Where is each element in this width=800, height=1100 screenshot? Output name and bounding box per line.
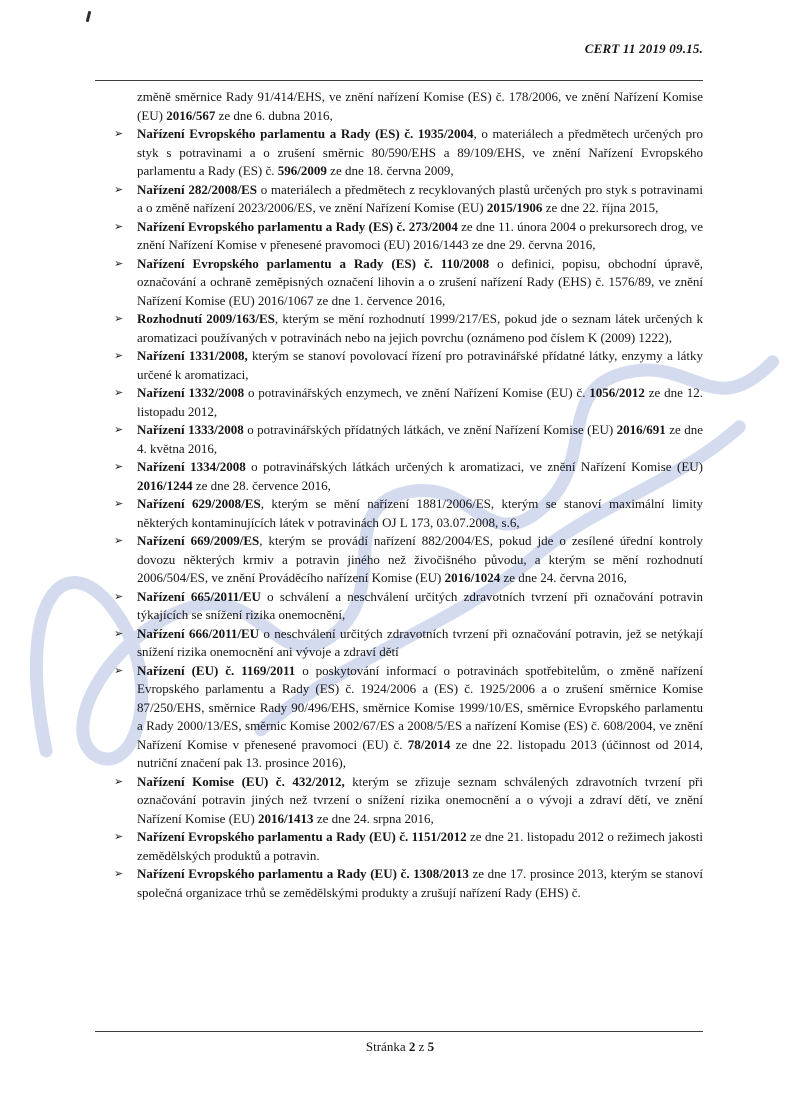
list-item-text: Nařízení 1331/2008, kterým se stanoví povolovací řízení pro potravinářské přídatné látky, enzymy a látky určené k aromatizaci, bbox=[137, 348, 703, 382]
list-item bbox=[95, 125, 703, 181]
bullet-arrow-icon: ➢ bbox=[114, 350, 124, 362]
list-item bbox=[95, 181, 703, 218]
list-item bbox=[95, 218, 703, 255]
scan-artifact bbox=[86, 11, 92, 22]
list-item bbox=[95, 532, 703, 588]
list-item bbox=[95, 310, 703, 347]
list-item bbox=[95, 865, 703, 902]
footer-divider bbox=[95, 1031, 703, 1032]
list-item bbox=[95, 828, 703, 865]
list-item-text: Nařízení 282/2008/ES o materiálech a předmětech z recyklovaných plastů určených pro styk s potravinami a o změně nařízení 2023/2006/ES, ve znění Nařízení Komise (EU) 2015/1906 ze dne 22. října 2015, bbox=[137, 181, 703, 215]
list-item-text: Nařízení 669/2009/ES, kterým se provádí nařízení 882/2004/ES, pokud jde o zesílené úřední kontroly dovozu některých krmiv a potravin jiného než živočišného původu, a kterým se mění rozhodnutí 2006/504/ES, ve znění Prováděcího nařízení Komise (EU) 2016/1024 ze dne 24. června 2016, bbox=[137, 533, 703, 585]
list-item-text: Nařízení (EU) č. 1169/2011 o poskytování informací o potravinách spotřebitelům, o změně nařízení Evropského parlamentu a Rady (ES) č. 1924/2006 a (ES) č. 1925/2006 a o zrušení směrnice Komise 87/250/EHS, směrnice Rady 90/496/EHS, směrnice Komise 1999/10/ES, směrnice Evropského parlamentu a Rady 2000/13/ES, směrnic Komise 2002/67/ES a 2008/5/ES a nařízení Komise (ES) č. 608/2004, ve znění Nařízení Komise v přenesené pravomoci (EU) č. 78/2014 ze dne 22. listopadu 2013 (účinnost od 2014, nutriční značení pak 13. prosince 2016), bbox=[137, 662, 703, 770]
list-item bbox=[95, 384, 703, 421]
page-number: Stránka 2 z 5 bbox=[365, 1039, 435, 1054]
list-item bbox=[95, 588, 703, 625]
document-code: CERT 11 2019 09.15. bbox=[584, 41, 703, 56]
document-body bbox=[95, 88, 703, 902]
bullet-arrow-icon: ➢ bbox=[114, 128, 124, 140]
list-item-text: Nařízení 665/2011/EU o schválení a neschválení určitých zdravotních tvrzení při označování potravin týkajících se snížení rizika onemocnění, bbox=[137, 588, 703, 622]
list-item-text: Nařízení 629/2008/ES, kterým se mění nařízení 1881/2006/ES, kterým se stanoví maximální limity některých kontaminujících látek v potravinách OJ L 173, 03.07.2008, s.6, bbox=[137, 496, 704, 530]
list-item-text: Nařízení Evropského parlamentu a Rady (EU) č. 1308/2013 ze dne 17. prosince 2013, kterým se stanoví společná organizace trhů se zemědělskými produkty a zrušují nařízení Rady (EHS) č. bbox=[137, 866, 703, 900]
bullet-arrow-icon: ➢ bbox=[114, 387, 124, 399]
bullet-arrow-icon: ➢ bbox=[114, 627, 124, 640]
bullet-arrow-icon: ➢ bbox=[114, 664, 124, 677]
list-item-text: Nařízení Evropského parlamentu a Rady (ES) č. 273/2004 ze dne 11. února 2004 o prekursorech drog, ve znění Nařízení Komise v přenesené pravomoci (EU) 2016/1443 ze dne 29. června 2016, bbox=[137, 218, 703, 252]
header-divider bbox=[95, 80, 703, 81]
list-item-text: Nařízení Evropského parlamentu a Rady (ES) č. 1935/2004, o materiálech a předmětech určených pro styk s potravinami a o zrušení směrnic 80/590/EHS a 89/109/EHS, ve znění Nařízení Evropského parlamentu a Rady (ES) č. 596/2009 ze dne 18. června 2009, bbox=[137, 126, 704, 178]
bullet-arrow-icon: ➢ bbox=[114, 257, 124, 270]
bullet-arrow-icon: ➢ bbox=[114, 313, 124, 325]
bullet-arrow-icon: ➢ bbox=[114, 220, 124, 233]
bullet-arrow-icon: ➢ bbox=[114, 183, 124, 196]
bullet-arrow-icon: ➢ bbox=[114, 424, 124, 436]
list-item bbox=[95, 347, 703, 384]
bullet-arrow-icon: ➢ bbox=[114, 868, 124, 880]
bullet-arrow-icon: ➢ bbox=[114, 590, 124, 603]
list-item-text: Nařízení Evropského parlamentu a Rady (EU) č. 1151/2012 ze dne 21. listopadu 2012 o režimech jakosti zemědělských produktů a potravin. bbox=[137, 829, 703, 863]
list-item bbox=[95, 255, 703, 311]
list-item bbox=[95, 625, 703, 662]
list-item-text: Nařízení Evropského parlamentu a Rady (ES) č. 110/2008 o definici, popisu, obchodní úpravě, označování a ochraně zeměpisných označení lihovin a o zrušení nařízení Rady (EHS) č. 1576/89, ve znění Nařízení Komise (EU) 2016/1067 ze dne 1. července 2016, bbox=[137, 255, 703, 308]
list-item bbox=[95, 421, 703, 458]
regulation-list bbox=[95, 125, 703, 902]
list-item-text: Rozhodnutí 2009/163/ES, kterým se mění rozhodnutí 1999/217/ES, pokud jde o seznam látek určených k aromatizaci používaných v potravinách nebo na jejich povrchu (oznámeno pod číslem K (2009) 1222), bbox=[137, 311, 703, 345]
list-item-text: Nařízení 666/2011/EU o neschválení určitých zdravotních tvrzení při označování potravin, jež se netýkají snížení rizika onemocnění ani vývoje a zdraví dětí bbox=[137, 625, 703, 659]
list-item-text: Nařízení 1334/2008 o potravinářských látkách určených k aromatizaci, ve znění Nařízení Komise (EU) 2016/1244 ze dne 28. července 2016, bbox=[137, 459, 704, 493]
list-item bbox=[95, 495, 703, 532]
bullet-arrow-icon: ➢ bbox=[114, 498, 124, 510]
bullet-arrow-icon: ➢ bbox=[114, 831, 124, 843]
list-item bbox=[95, 458, 703, 495]
continuation-paragraph: změně směrnice Rady 91/414/EHS, ve znění nařízení Komise (ES) č. 178/2006, ve znění Nařízení Komise (EU) 2016/567 ze dne 6. dubna 2016, bbox=[137, 89, 703, 123]
list-item bbox=[95, 662, 703, 773]
list-item-text: Nařízení 1332/2008 o potravinářských enzymech, ve znění Nařízení Komise (EU) č. 1056/2012 ze dne 12. listopadu 2012, bbox=[137, 385, 703, 419]
list-item-text: Nařízení Komise (EU) č. 432/2012, kterým se zřizuje seznam schválených zdravotních tvrzení při označování potravin jiných než tvrzení o snížení rizika onemocnění a o vývoji a zdraví dětí, ve znění Nařízení Komise (EU) 2016/1413 ze dne 24. srpna 2016, bbox=[137, 773, 703, 826]
list-item-text: Nařízení 1333/2008 o potravinářských přídatných látkách, ve znění Nařízení Komise (EU) 2016/691 ze dne 4. května 2016, bbox=[137, 422, 704, 456]
list-item bbox=[95, 773, 703, 829]
bullet-arrow-icon: ➢ bbox=[114, 461, 124, 473]
bullet-arrow-icon: ➢ bbox=[114, 775, 124, 788]
bullet-arrow-icon: ➢ bbox=[114, 535, 124, 547]
